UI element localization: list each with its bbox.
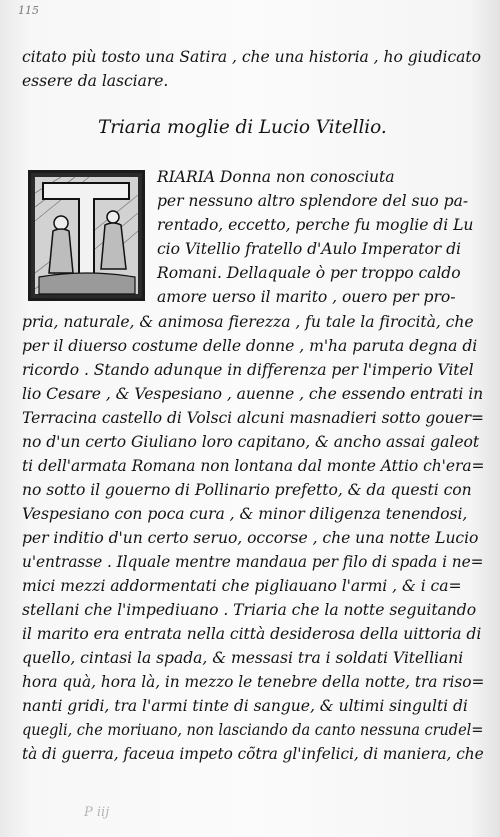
text-line: Vespesiano con poca cura , & minor diligenza tenendosi, — [22, 505, 468, 523]
text-line: ti dell'armata Romana non lontana dal monte Attio ch'era= — [22, 457, 485, 475]
text-line: quegli, che moriuano, non lasciando da canto nessuna crudel= — [22, 721, 484, 739]
text-line: Terracina castello di Volsci alcuni masnadieri sotto gouer= — [22, 409, 485, 427]
text-line: amore uerso il marito , ouero per pro- — [157, 288, 456, 306]
text-line: per nessuno altro splendore del suo pa- — [157, 192, 469, 210]
text-line: citato più tosto una Satira , che una historia , ho giudicato — [22, 48, 481, 66]
woodcut-illustration — [31, 173, 142, 298]
text-line: rentado, eccetto, perche fu moglie di Lu — [157, 216, 474, 234]
section-heading: Triaria moglie di Lucio Vitellio. — [98, 117, 387, 138]
text-line: stellani che l'impediuano . Triaria che la notte seguitando — [22, 601, 477, 619]
page-number: 115 — [18, 4, 39, 17]
text-line: lio Cesare , & Vespesiano , auenne , che essendo entrati in — [22, 385, 484, 403]
decorated-initial-woodcut — [28, 170, 145, 301]
text-line: il marito era entrata nella città desiderosa della uittoria di — [22, 625, 482, 643]
text-line: no sotto il gouerno di Pollinario prefetto, & da questi con — [22, 481, 472, 499]
text-line: ricordo . Stando adunque in differenza per l'imperio Vitel — [22, 361, 474, 379]
text-line: u'entrasse . Ilquale mentre mandaua per filo di spada i ne= — [22, 553, 484, 571]
signature-mark: P iij — [84, 805, 110, 820]
text-line: mici mezzi addormentati che pigliauano l'armi , & i ca= — [22, 577, 462, 595]
text-line: per il diuerso costume delle donne , m'ha paruta degna di — [22, 337, 478, 355]
text-line: no d'un certo Giuliano loro capitano, & ancho assai galeot — [22, 433, 480, 451]
text-line: RIARIA Donna non conosciuta — [157, 168, 395, 186]
text-line: essere da lasciare. — [22, 72, 169, 90]
text-line: quello, cintasi la spada, & messasi tra i soldati Vitelliani — [22, 649, 464, 667]
text-line: hora quà, hora là, in mezzo le tenebre della notte, tra riso= — [22, 673, 485, 691]
text-line: per inditio d'un certo seruo, occorse , che una notte Lucio — [22, 529, 479, 547]
text-line: cio Vitellio fratello d'Aulo Imperator di — [157, 240, 461, 258]
text-line: tà di guerra, faceua impeto cõtra gl'infelici, di maniera, che — [22, 745, 484, 763]
text-line: pria, naturale, & animosa fierezza , fu tale la firocità, che — [22, 313, 474, 331]
text-line: Romani. Dellaquale ò per troppo caldo — [157, 264, 461, 282]
text-line: nanti gridi, tra l'armi tinte di sangue, & ultimi singulti di — [22, 697, 468, 715]
